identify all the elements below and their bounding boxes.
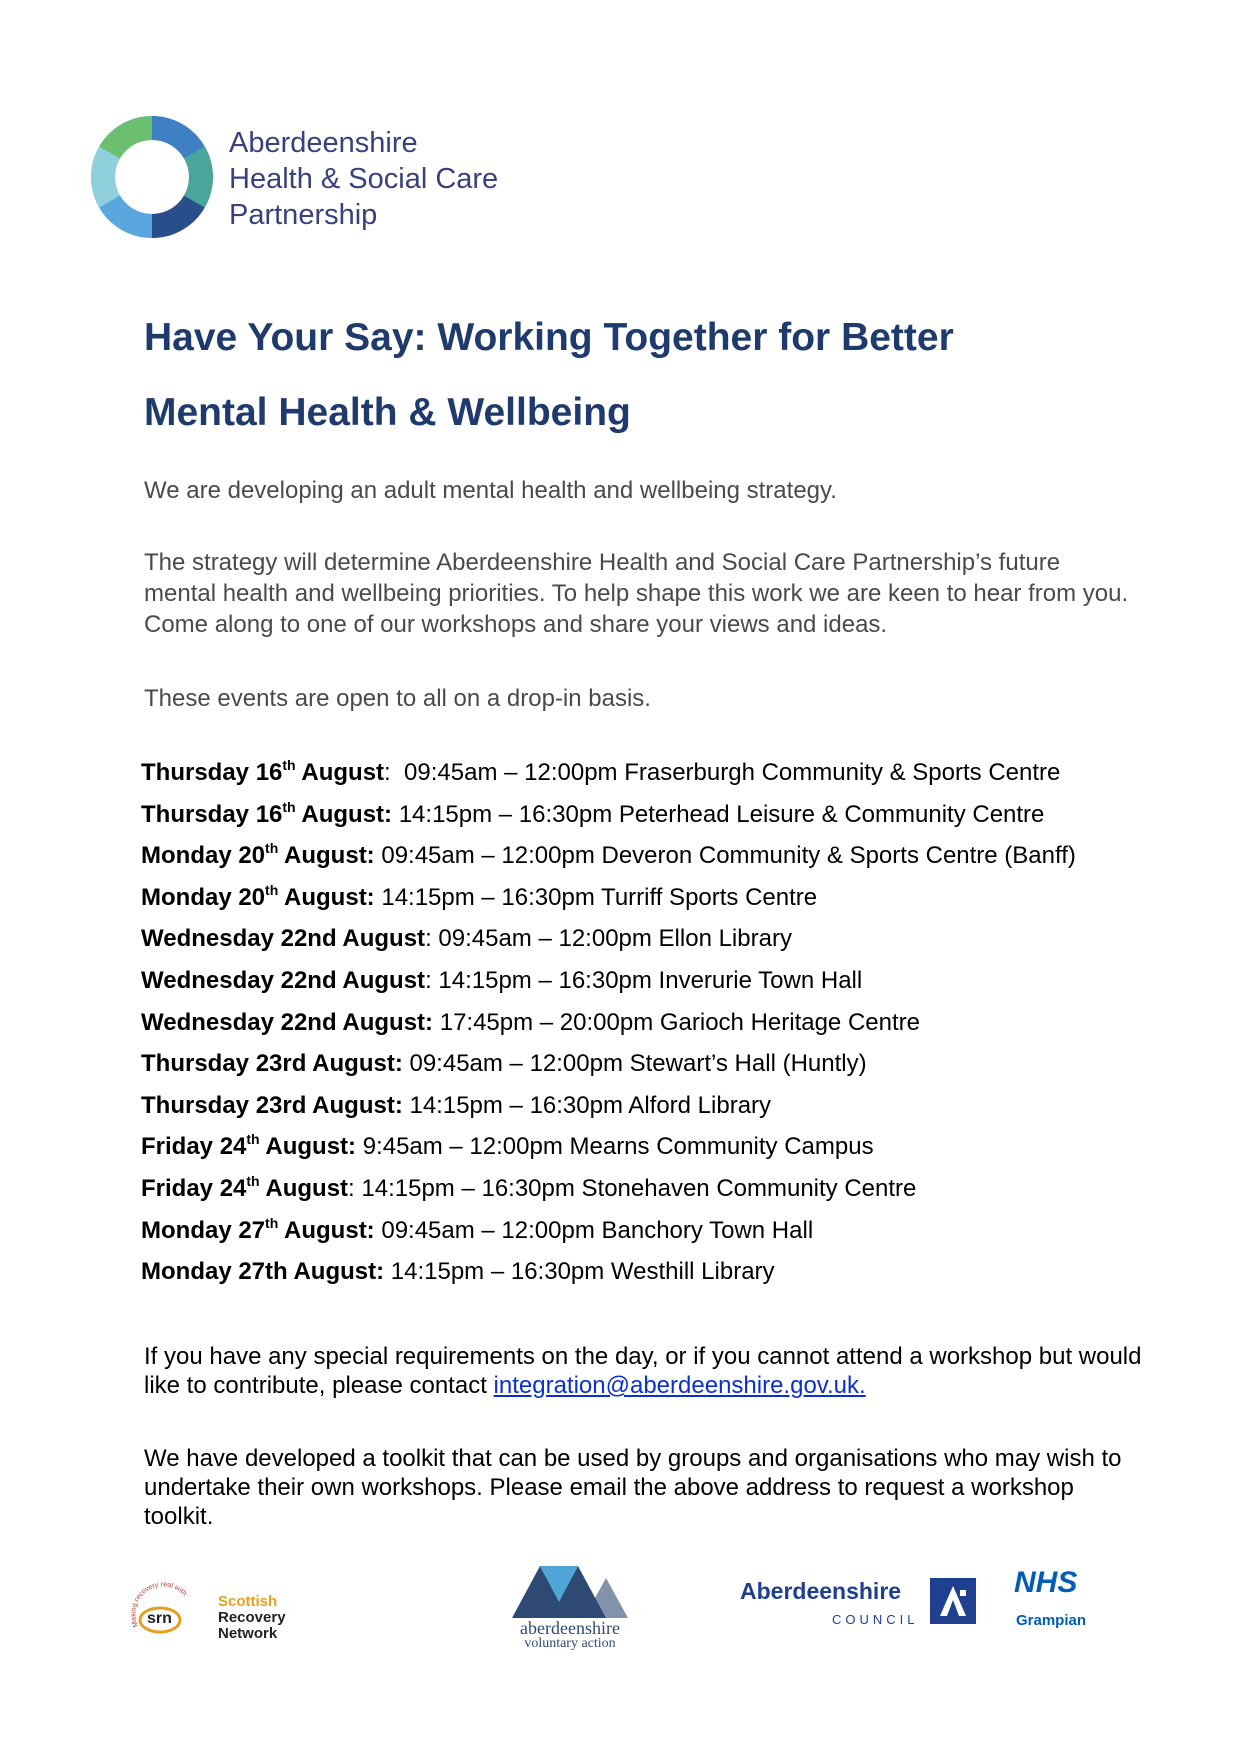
- schedule-month: August: [259, 1174, 349, 1202]
- schedule-date-suffix: th: [265, 840, 279, 857]
- page-title: [144, 300, 1144, 450]
- schedule-row: [141, 1002, 1201, 1044]
- council-sub: COUNCIL: [832, 1612, 919, 1627]
- schedule-row: [141, 1210, 1201, 1252]
- schedule-date: [141, 798, 393, 828]
- schedule-separator: :: [425, 966, 432, 994]
- nhs-mark: NHS: [1014, 1566, 1078, 1599]
- schedule-date-suffix: th: [265, 1214, 279, 1231]
- contact-text: If you have any special requirements on the day, or if you cannot attend a workshop but would like to contribute, please contact: [144, 1343, 1142, 1399]
- schedule-detail: 09:45am – 12:00pm Fraserburgh Community & Sports Centre: [390, 759, 1061, 786]
- title-line-2: Mental Health & Wellbeing: [144, 391, 631, 434]
- schedule-date-suffix: th: [246, 1172, 260, 1189]
- schedule-date: [141, 842, 375, 869]
- schedule-month: August:: [278, 883, 375, 911]
- schedule-row: [141, 835, 1201, 877]
- srn-line-2: Recovery: [218, 1609, 286, 1626]
- schedule-date: [141, 881, 375, 911]
- schedule-month: August:: [278, 842, 375, 870]
- schedule-detail: 09:45am – 12:00pm Deveron Community & Sports Centre (Banff): [374, 842, 1076, 870]
- contact-paragraph: [144, 1342, 1144, 1400]
- srn-arc-icon: [130, 1582, 220, 1642]
- schedule-date: [141, 967, 425, 994]
- schedule-date-text: Monday 27th August:: [141, 1258, 385, 1286]
- schedule-row: [141, 752, 1201, 794]
- partnership-ring-icon: [90, 115, 214, 239]
- schedule-date-text: Friday 24: [141, 1133, 247, 1161]
- schedule-date-text: Monday 27: [141, 1216, 266, 1244]
- council-mark-icon: [930, 1578, 976, 1624]
- schedule-row: [141, 1126, 1201, 1168]
- srn-logo: [130, 1582, 310, 1642]
- schedule-date: [141, 759, 384, 786]
- schedule-date-suffix: th: [282, 798, 296, 815]
- schedule-row: [141, 794, 1201, 836]
- aberdeenshire-council-logo: [740, 1576, 980, 1636]
- logo-line-3: Partnership: [229, 199, 378, 231]
- schedule-date-suffix: th: [265, 881, 279, 898]
- schedule-date-text: Monday 20: [141, 883, 266, 911]
- schedule-date: [141, 1214, 375, 1244]
- schedule-month: August:: [278, 1216, 375, 1244]
- schedule-date: [141, 1133, 356, 1160]
- schedule-detail: 14:15pm – 16:30pm Alford Library: [402, 1091, 772, 1119]
- ava-line-2: voluntary action: [524, 1636, 616, 1651]
- schedule-detail: 14:15pm – 16:30pm Stonehaven Community Centre: [354, 1174, 917, 1202]
- schedule-detail: 09:45am – 12:00pm Stewart’s Hall (Huntly): [402, 1050, 867, 1078]
- schedule-separator: :: [384, 759, 391, 786]
- schedule-date-text: Thursday 23rd August:: [141, 1050, 403, 1078]
- schedule-month: August: [295, 759, 385, 786]
- schedule-row: [141, 1168, 1201, 1210]
- schedule-date-suffix: th: [282, 757, 296, 773]
- ava-name: [500, 1620, 640, 1652]
- schedule-row: [141, 960, 1201, 1002]
- ava-line-1: aberdeenshire: [520, 1618, 620, 1638]
- srn-line-1: Scottish: [218, 1593, 278, 1610]
- schedule-row: [141, 877, 1201, 919]
- schedule-date-text: Friday 24: [141, 1174, 247, 1202]
- srn-badge: srn: [147, 1610, 172, 1627]
- partnership-name: [229, 125, 498, 233]
- schedule-month: August:: [295, 800, 393, 828]
- nhs-region: Grampian: [1016, 1612, 1087, 1629]
- intro-paragraph-3: These events are open to all on a drop-in basis.: [144, 685, 651, 712]
- logo-line-1: Aberdeenshire: [229, 127, 418, 159]
- schedule-detail: 14:15pm – 16:30pm Peterhead Leisure & Community Centre: [392, 800, 1045, 828]
- workshop-schedule: [141, 752, 1201, 1293]
- council-name: Aberdeenshire: [740, 1578, 902, 1604]
- schedule-detail: 14:15pm – 16:30pm Turriff Sports Centre: [374, 883, 818, 911]
- intro-paragraph-2: The strategy will determine Aberdeenshire Health and Social Care Partnership’s future mental health and wellbeing priorities. To help shape this work we are keen to hear from you. Come along to one of our workshops and share your views and ideas.: [144, 549, 1129, 638]
- toolkit-paragraph: We have developed a toolkit that can be used by groups and organisations who may wish to undertake their own workshops. Please email the above address to request a workshop toolkit.: [144, 1445, 1122, 1530]
- schedule-detail: 14:15pm – 16:30pm Westhill Library: [384, 1258, 775, 1286]
- schedule-row: [141, 1251, 1201, 1293]
- schedule-date-text: Thursday 23rd August:: [141, 1091, 403, 1119]
- schedule-detail: 17:45pm – 20:00pm Garioch Heritage Centre: [433, 1008, 920, 1036]
- nhs-grampian-logo: [1010, 1566, 1100, 1636]
- logo-line-2: Health & Social Care: [229, 163, 499, 195]
- srn-name: [218, 1594, 286, 1642]
- ava-logo: [500, 1558, 640, 1658]
- schedule-date-text: Wednesday 22nd August:: [141, 1008, 434, 1036]
- intro-paragraph-1: We are developing an adult mental health and wellbeing strategy.: [144, 477, 837, 504]
- schedule-detail: 14:15pm – 16:30pm Inverurie Town Hall: [431, 966, 863, 994]
- schedule-date-text: Wednesday 22nd August: [141, 925, 426, 953]
- schedule-date: [141, 1092, 403, 1119]
- ava-triangles-icon: [500, 1558, 640, 1620]
- schedule-date: [141, 1258, 384, 1285]
- title-line-1: Have Your Say: Working Together for Better: [144, 316, 954, 359]
- schedule-date-text: Monday 20: [141, 842, 266, 870]
- schedule-separator: :: [425, 925, 432, 953]
- schedule-detail: 09:45am – 12:00pm Banchory Town Hall: [374, 1216, 814, 1244]
- contact-email-link[interactable]: integration@aberdeenshire.gov.uk.: [493, 1372, 866, 1399]
- schedule-detail: 9:45am – 12:00pm Mearns Community Campus: [356, 1133, 874, 1161]
- partnership-logo: [90, 115, 530, 245]
- srn-arc-text: Making recovery real with: [130, 1582, 188, 1628]
- schedule-date: [141, 1172, 349, 1202]
- schedule-separator: :: [348, 1174, 355, 1202]
- schedule-row: [141, 1043, 1201, 1085]
- schedule-row: [141, 1085, 1201, 1127]
- schedule-date: [141, 1009, 433, 1036]
- schedule-date-text: Thursday 16: [141, 800, 283, 828]
- schedule-detail: 09:45am – 12:00pm Ellon Library: [431, 925, 792, 953]
- srn-line-3: Network: [218, 1625, 278, 1642]
- schedule-date: [141, 1050, 403, 1077]
- schedule-date-suffix: th: [246, 1131, 260, 1148]
- schedule-row: [141, 918, 1201, 960]
- schedule-month: August:: [259, 1133, 357, 1161]
- schedule-date-text: Thursday 16: [141, 759, 283, 786]
- schedule-date: [141, 925, 425, 952]
- schedule-date-text: Wednesday 22nd August: [141, 966, 426, 994]
